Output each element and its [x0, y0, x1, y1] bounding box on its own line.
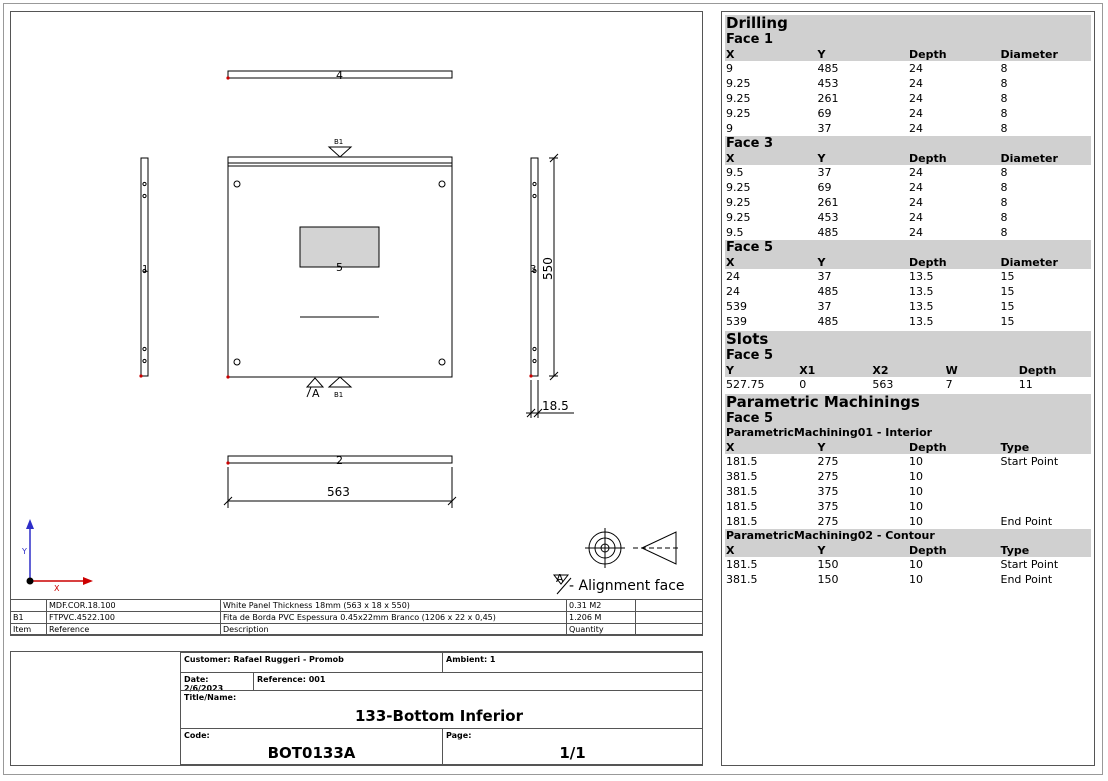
description-cell: Fita de Borda PVC Espessura 0.45x22mm Branco (1206 x 22 x 0,45) — [221, 612, 567, 624]
cell: 10 — [909, 557, 923, 571]
table-header-row — [11, 624, 703, 636]
cell: 24 — [909, 76, 923, 90]
cell: 8 — [1000, 91, 1008, 105]
col-header: X — [725, 151, 817, 165]
cell: 8 — [1000, 61, 1008, 75]
item-cell: B1 — [11, 612, 47, 624]
item-header: Item — [11, 624, 47, 636]
alignment-marker-label: A — [556, 572, 564, 585]
slots-title: Slots — [725, 331, 1091, 348]
col-header: Type — [1000, 543, 1092, 557]
cell: 9.25 — [726, 210, 751, 224]
description-header: Description — [221, 624, 567, 636]
cell: 527.75 — [726, 377, 765, 391]
cell: 13.5 — [909, 284, 934, 298]
cell: 539 — [726, 314, 747, 328]
axis-y-label: Y — [22, 547, 27, 556]
drilling-title: Drilling — [725, 15, 1091, 32]
col-header: Depth — [908, 255, 1000, 269]
cell: 15 — [1000, 269, 1015, 283]
cell: 150 — [817, 557, 839, 571]
width-dimension-label: 563 — [327, 485, 350, 499]
customer-cell: Customer: Rafael Ruggeri - Promob — [180, 652, 443, 673]
cell: 261 — [817, 195, 839, 209]
col-header: X — [725, 543, 817, 557]
col-header: Depth — [908, 47, 1000, 61]
height-dimension-label: 550 — [541, 257, 555, 280]
table-row — [725, 314, 1091, 329]
col-header: Y — [817, 47, 909, 61]
cell: 24 — [909, 210, 923, 224]
cell: 9.25 — [726, 195, 751, 209]
cell: 150 — [817, 572, 839, 586]
table-row — [725, 514, 1091, 529]
cell: 181.5 — [726, 499, 758, 513]
col-header: Depth — [908, 543, 1000, 557]
cell: 8 — [1000, 76, 1008, 90]
cell: Start Point — [1000, 454, 1059, 468]
col-header: W — [945, 363, 1018, 377]
empty-cell — [636, 612, 703, 624]
cell: Start Point — [1000, 557, 1059, 571]
cell: 24 — [909, 225, 923, 239]
cell: 10 — [909, 572, 923, 586]
col-header: X2 — [871, 363, 944, 377]
cell: 15 — [1000, 299, 1015, 313]
col-header: Y — [817, 151, 909, 165]
cell: 24 — [726, 284, 740, 298]
cell: 10 — [909, 484, 923, 498]
ambient-cell: Ambient: 1 — [442, 652, 703, 673]
cell: 24 — [909, 106, 923, 120]
table-row — [725, 557, 1091, 572]
cell: 10 — [909, 499, 923, 513]
machining-panel — [721, 11, 1095, 766]
cell: 9.5 — [726, 165, 744, 179]
col-header: X1 — [798, 363, 871, 377]
drill-hole — [234, 359, 240, 365]
quantity-header: Quantity — [567, 624, 636, 636]
cell: 381.5 — [726, 484, 758, 498]
cell: 10 — [909, 514, 923, 528]
axis-x-label: X — [54, 584, 60, 593]
cell: 375 — [817, 484, 839, 498]
cell — [1000, 484, 1092, 499]
drilling-face-1-table — [725, 47, 1091, 136]
quantity-cell: 1.206 M — [567, 612, 636, 624]
code-value: BOT0133A — [267, 744, 356, 762]
cell: 11 — [1018, 377, 1033, 391]
cell: 0 — [799, 377, 807, 391]
cell: 10 — [909, 454, 923, 468]
cell: 261 — [817, 91, 839, 105]
slots-face-title: Face 5 — [725, 348, 1091, 363]
col-header: Type — [1000, 440, 1092, 454]
parametric-group-1-title: ParametricMachining01 - Interior — [725, 426, 1091, 440]
b1-top-label: B1 — [334, 138, 344, 146]
cell: 69 — [817, 106, 832, 120]
page-value: 1/1 — [559, 744, 586, 762]
table-row — [725, 284, 1091, 299]
empty-cell — [636, 600, 703, 612]
cell: 8 — [1000, 195, 1008, 209]
table-row — [725, 484, 1091, 499]
drill-hole — [439, 181, 445, 187]
cell: End Point — [1000, 514, 1053, 528]
col-header: Depth — [1018, 363, 1091, 377]
cell: 485 — [817, 284, 839, 298]
cell: 9.25 — [726, 180, 751, 194]
table-row — [725, 269, 1091, 284]
cell: 275 — [817, 469, 839, 483]
cell: 37 — [817, 269, 832, 283]
cell: End Point — [1000, 572, 1053, 586]
table-header-row — [725, 363, 1091, 377]
alignment-marker — [307, 378, 323, 387]
cell: 24 — [909, 165, 923, 179]
cell: 24 — [909, 61, 923, 75]
cell: 8 — [1000, 165, 1008, 179]
thickness-dimension-label: 18.5 — [542, 399, 569, 413]
cell: 8 — [1000, 225, 1008, 239]
table-header-row — [725, 255, 1091, 269]
col-header: Y — [817, 255, 909, 269]
col-header: X — [725, 255, 817, 269]
cell: 453 — [817, 76, 839, 90]
axis-indicator — [26, 519, 93, 585]
quantity-cell: 0.31 M2 — [567, 600, 636, 612]
col-header: Diameter — [1000, 47, 1092, 61]
table-row — [725, 106, 1091, 121]
table-row — [725, 195, 1091, 210]
reference-cell: FTPVC.4522.100 — [47, 612, 221, 624]
table-row — [725, 61, 1091, 76]
table-row — [11, 612, 703, 624]
cell: 9.5 — [726, 225, 744, 239]
col-header: Depth — [908, 440, 1000, 454]
table-row — [725, 499, 1091, 514]
table-row — [725, 91, 1091, 106]
edge-band-marker-top — [329, 147, 351, 157]
table-header-row — [725, 151, 1091, 165]
edge-band-marker-bottom — [329, 377, 351, 387]
table-row — [725, 299, 1091, 314]
cell: 8 — [1000, 121, 1008, 135]
cell: 8 — [1000, 210, 1008, 224]
cell: 24 — [909, 91, 923, 105]
title-block — [10, 651, 703, 766]
drawing-area — [10, 11, 703, 635]
parts-table — [10, 599, 703, 636]
table-header-row — [725, 47, 1091, 61]
table-row — [725, 572, 1091, 587]
col-header: Y — [725, 363, 798, 377]
parametric-title: Parametric Machinings — [725, 394, 1091, 411]
b1-bottom-label: B1 — [334, 391, 344, 399]
cell: 10 — [909, 469, 923, 483]
parametric-group-2-title: ParametricMachining02 - Contour — [725, 529, 1091, 543]
cell: 275 — [817, 454, 839, 468]
cell: 9.25 — [726, 91, 751, 105]
cell: 37 — [817, 299, 832, 313]
cell: 13.5 — [909, 299, 934, 313]
parametric-group-1-table — [725, 440, 1091, 529]
item-cell — [11, 600, 47, 612]
drill-hole — [439, 359, 445, 365]
cell: 69 — [817, 180, 832, 194]
drilling-face-3-table — [725, 151, 1091, 240]
alignment-face-text: - Alignment face — [569, 578, 685, 594]
drill-hole — [234, 181, 240, 187]
cell: 15 — [1000, 314, 1015, 328]
cell: 563 — [872, 377, 894, 391]
cell — [1000, 469, 1092, 484]
reference-cell: MDF.COR.18.100 — [47, 600, 221, 612]
cell: 24 — [909, 195, 923, 209]
table-header-row — [725, 440, 1091, 454]
title-value: 133-Bottom Inferior — [355, 707, 523, 725]
bottom-view-label: 2 — [336, 454, 343, 467]
cell: 13.5 — [909, 269, 934, 283]
table-row — [11, 600, 703, 612]
cell: 9.25 — [726, 76, 751, 90]
table-row — [725, 76, 1091, 91]
drilling-face-3-title: Face 3 — [725, 136, 1091, 151]
col-header: Y — [817, 543, 909, 557]
main-view-label: 5 — [336, 261, 343, 274]
reference-header: Reference — [47, 624, 221, 636]
cell: 37 — [817, 165, 832, 179]
cell: 24 — [909, 180, 923, 194]
cell: 24 — [909, 121, 923, 135]
cell: 485 — [817, 61, 839, 75]
table-row — [725, 180, 1091, 195]
cell: 181.5 — [726, 557, 758, 571]
table-row — [725, 469, 1091, 484]
col-header: Diameter — [1000, 151, 1092, 165]
cell: 381.5 — [726, 469, 758, 483]
drilling-face-5-title: Face 5 — [725, 240, 1091, 255]
cell: 485 — [817, 225, 839, 239]
table-header-row — [725, 543, 1091, 557]
parametric-face-title: Face 5 — [725, 411, 1091, 426]
cell: 375 — [817, 499, 839, 513]
technical-drawing — [11, 12, 704, 636]
table-row — [725, 225, 1091, 240]
drilling-face-1-title: Face 1 — [725, 32, 1091, 47]
col-header: X — [725, 47, 817, 61]
title-label: Title/Name: — [184, 693, 237, 702]
left-view-label: 1 — [142, 264, 149, 275]
reference-cell: Reference: 001 — [253, 672, 703, 691]
cell: 13.5 — [909, 314, 934, 328]
cell: 8 — [1000, 180, 1008, 194]
table-row — [725, 121, 1091, 136]
top-view-label: 4 — [336, 69, 343, 82]
parametric-group-2-table — [725, 543, 1091, 587]
table-row — [725, 165, 1091, 180]
date-cell: Date: 2/6/2023 — [180, 672, 254, 691]
table-row — [725, 377, 1091, 392]
cell: 15 — [1000, 284, 1015, 298]
code-label: Code: — [184, 731, 210, 740]
col-header: Diameter — [1000, 255, 1092, 269]
cell: 181.5 — [726, 454, 758, 468]
empty-cell — [636, 624, 703, 636]
col-header: Y — [817, 440, 909, 454]
cell: 37 — [817, 121, 832, 135]
a-marker-label: A — [312, 387, 320, 400]
cell: 8 — [1000, 106, 1008, 120]
col-header: Depth — [908, 151, 1000, 165]
page-label: Page: — [446, 731, 472, 740]
description-cell: White Panel Thickness 18mm (563 x 18 x 550) — [221, 600, 567, 612]
cell: 9 — [726, 61, 733, 75]
right-view-label: 3 — [530, 264, 537, 275]
cell: 539 — [726, 299, 747, 313]
cell: 9.25 — [726, 106, 751, 120]
cell — [1000, 499, 1092, 514]
cell: 24 — [726, 269, 740, 283]
drilling-face-5-table — [725, 255, 1091, 329]
table-row — [725, 454, 1091, 469]
table-row — [725, 210, 1091, 225]
cell: 7 — [945, 377, 953, 391]
cell: 485 — [817, 314, 839, 328]
slots-table — [725, 363, 1091, 392]
cell: 9 — [726, 121, 733, 135]
col-header: X — [725, 440, 817, 454]
cell: 181.5 — [726, 514, 758, 528]
cell: 275 — [817, 514, 839, 528]
cell: 381.5 — [726, 572, 758, 586]
cell: 453 — [817, 210, 839, 224]
